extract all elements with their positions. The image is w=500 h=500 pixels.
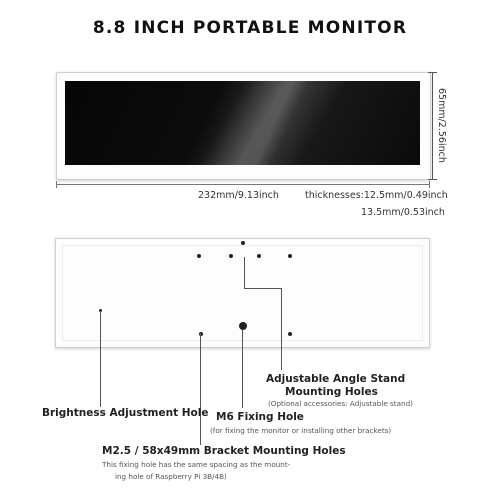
width-dimension-label: 232mm/9.13inch <box>198 190 279 201</box>
bracket-hole <box>288 332 292 336</box>
m6-hole-note: (for fixing the monitor or installing other brackets) <box>210 426 392 435</box>
bracket-holes-title: M2.5 / 58x49mm Bracket Mounting Holes <box>102 445 346 457</box>
stand-holes-title-line2: Mounting Holes <box>285 386 378 398</box>
stand-leader-drop <box>281 288 282 370</box>
page-title: 8.8 INCH PORTABLE MONITOR <box>92 18 408 38</box>
brightness-hole-label: Brightness Adjustment Hole <box>42 407 209 419</box>
stand-hole <box>257 254 261 258</box>
brightness-leader <box>100 311 101 407</box>
m6-hole-title: M6 Fixing Hole <box>216 411 304 423</box>
thickness-label-1: thicknesses:12.5mm/0.49inch <box>305 190 448 201</box>
stand-hole <box>197 254 201 258</box>
top-small-hole <box>241 241 245 245</box>
m6-fixing-hole <box>239 322 247 330</box>
stand-hole <box>229 254 233 258</box>
stand-leader-horizontal <box>244 288 281 289</box>
width-dimension-line <box>56 184 430 185</box>
monitor-screen <box>65 81 420 165</box>
stand-hole <box>288 254 292 258</box>
bracket-holes-note-line2: ing hole of Raspberry Pi 3B/4B) <box>115 472 227 481</box>
bracket-holes-note-line1: This fixing hole has the same spacing as the mount- <box>102 460 291 469</box>
stand-holes-title-line1: Adjustable Angle Stand <box>266 373 406 385</box>
height-dimension-label: 65mm/2.56inch <box>436 88 447 163</box>
stand-holes-note: (Optional accessories: Adjustable stand) <box>268 399 413 408</box>
monitor-front-view <box>56 72 431 180</box>
bracket-leader <box>200 333 201 445</box>
m6-leader <box>242 330 243 408</box>
stand-leader-vertical <box>244 257 245 289</box>
thickness-label-2: 13.5mm/0.53inch <box>361 207 445 218</box>
